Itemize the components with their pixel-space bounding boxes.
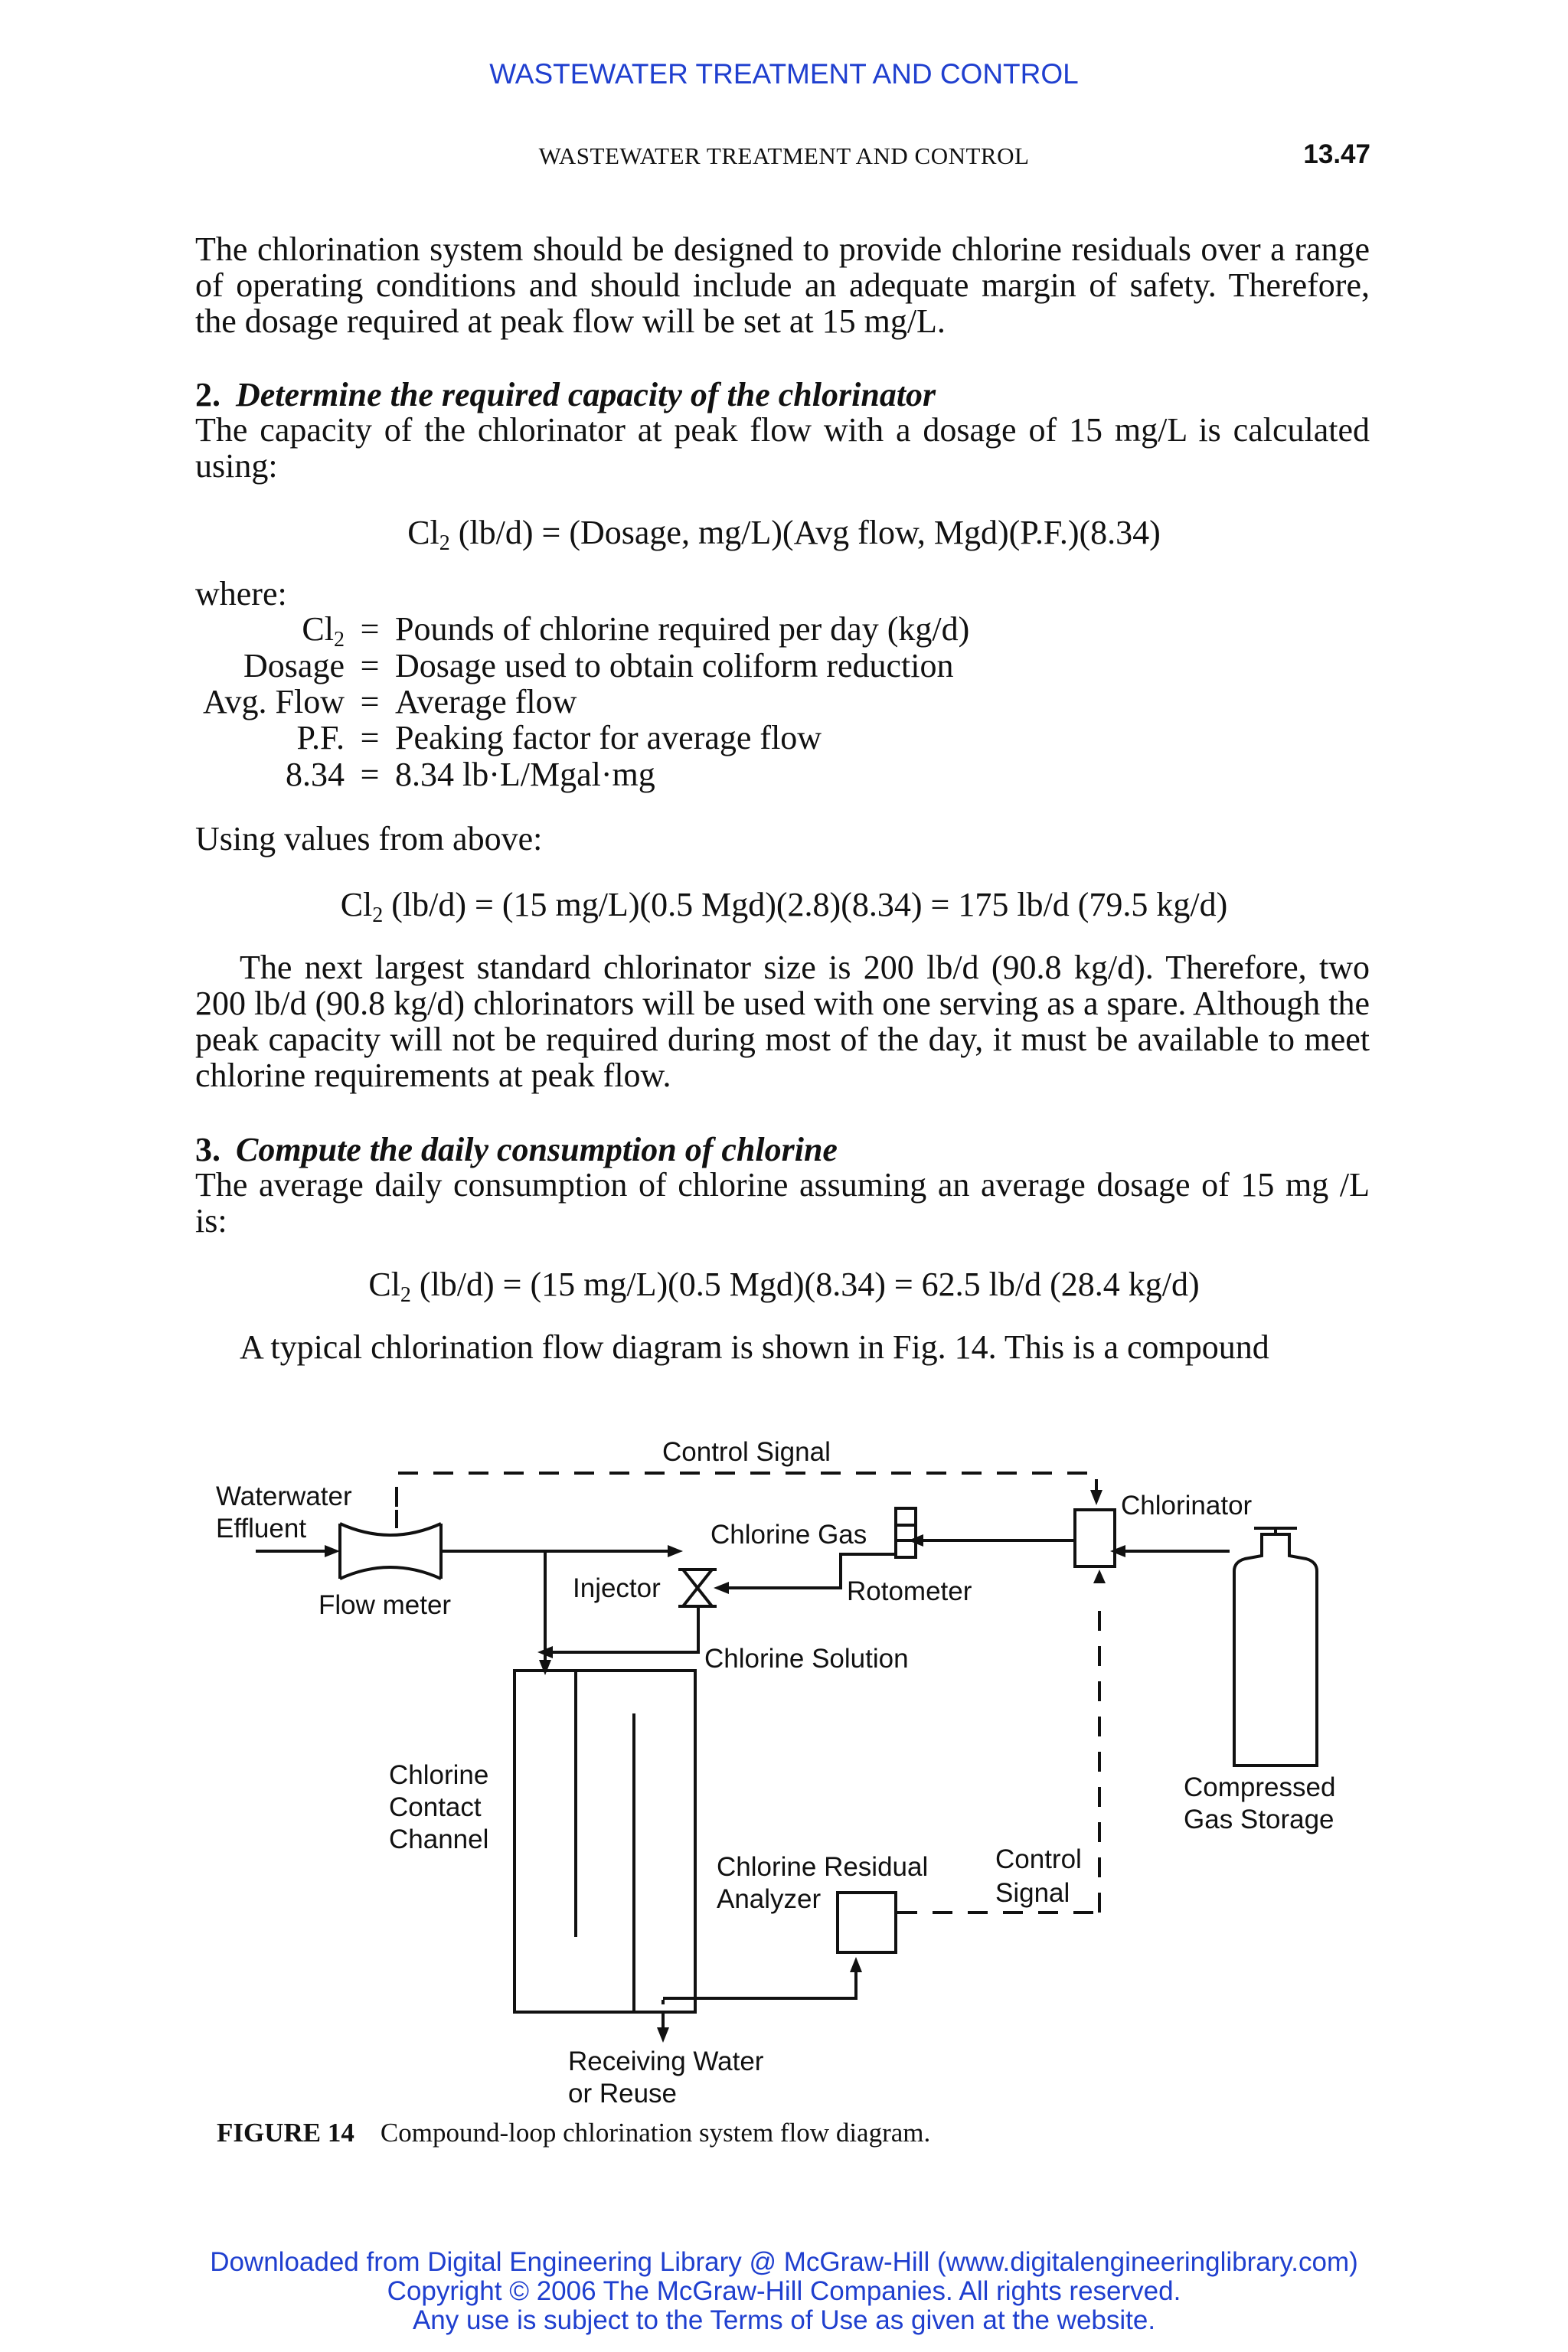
paragraph-chlorinator-size: The next largest standard chlorinator size is 200 lb/d (90.8 kg/d). Therefore, two 200 lb/d (90.8 kg/d) chlorinators will be used with one serving as a spare. Although the peak capacity will not be required during most of the day, it must be available to meet chlorine requirements at peak flow.: [195, 949, 1370, 1094]
label-chlorine-gas: Chlorine Gas: [710, 1520, 867, 1550]
label-effluent: Effluent: [216, 1514, 307, 1544]
label-chlorine-solution: Chlorine Solution: [704, 1644, 909, 1674]
arrow-to-chlorinator: [1090, 1490, 1102, 1505]
eq-lhs: Cl: [340, 886, 373, 923]
step-2-text: The capacity of the chlorinator at peak flow with a dosage of 15 mg/L is calculated using:: [195, 411, 1370, 485]
arrow-into-channel: [539, 1660, 551, 1675]
rotometer-symbol: [896, 1508, 916, 1557]
eq-lhs: Cl: [368, 1266, 400, 1303]
equals-sign: =: [360, 756, 380, 793]
sample-line: [663, 1968, 856, 1998]
figure-caption: [217, 2118, 930, 2148]
label-control-2: Control: [995, 1844, 1082, 1874]
label-contact-2: Contact: [389, 1792, 482, 1822]
label-contact-3: Channel: [389, 1824, 489, 1854]
footer-download-link[interactable]: Downloaded from Digital Engineering Library @ McGraw-Hill (www.digitalengineeringlibrary.com): [210, 2247, 1358, 2277]
step-number: 2.: [195, 376, 220, 413]
label-or-reuse: or Reuse: [568, 2079, 678, 2109]
step-number: 3.: [195, 1131, 220, 1168]
arrow-to-chlorinator-supply: [1110, 1545, 1125, 1557]
where-term: Avg. Flow: [203, 683, 345, 720]
arrow-up-chlorinator: [1093, 1570, 1106, 1583]
eq-lhs: Cl: [407, 514, 439, 551]
analyzer-box: [838, 1893, 896, 1952]
equals-sign: =: [360, 610, 380, 648]
step-title: Compute the daily consumption of chlorine: [236, 1131, 838, 1168]
footer-copyright: Copyright © 2006 The McGraw-Hill Companies. All rights reserved.: [387, 2276, 1181, 2306]
eq-rhs: (lb/d) = (Dosage, mg/L)(Avg flow, Mgd)(P.F.)(8.34): [449, 514, 1161, 551]
label-flow-meter: Flow meter: [318, 1590, 452, 1620]
eq-sub: 2: [400, 1283, 411, 1307]
eq-rhs: (lb/d) = (15 mg/L)(0.5 Mgd)(2.8)(8.34) = 175 lb/d (79.5 kg/d): [383, 886, 1228, 923]
equals-sign: =: [360, 719, 380, 756]
top-link-title[interactable]: WASTEWATER TREATMENT AND CONTROL: [489, 58, 1079, 90]
figure-number: FIGURE 14: [217, 2118, 354, 2148]
where-definition: 8.34 lb·L/Mgal·mg: [395, 756, 655, 793]
arrow-gas-to-injector: [714, 1582, 729, 1594]
where-definition: Peaking factor for average flow: [395, 719, 822, 756]
chlorinator-box: [1075, 1510, 1115, 1566]
where-definition: Pounds of chlorine required per day (kg/d): [395, 610, 970, 648]
flow-meter-symbol: [340, 1524, 441, 1579]
label-analyzer: Analyzer: [717, 1884, 822, 1914]
figure-caption-text: Compound-loop chlorination system flow diagram.: [380, 2118, 931, 2148]
label-receiving-water: Receiving Water: [568, 2047, 764, 2076]
where-term: 8.34: [286, 756, 345, 793]
where-definition: Average flow: [395, 683, 577, 720]
arrow-into-injector: [668, 1545, 683, 1557]
eq-sub: 2: [439, 531, 450, 555]
using-values-label: Using values from above:: [195, 820, 543, 858]
page-number: 13.47: [1303, 139, 1370, 169]
footer-terms: Any use is subject to the Terms of Use as given at the website.: [412, 2305, 1156, 2335]
equals-sign: =: [360, 683, 380, 720]
label-signal-2: Signal: [995, 1878, 1070, 1908]
label-contact-1: Chlorine: [389, 1760, 489, 1790]
label-rotometer: Rotometer: [847, 1576, 972, 1606]
arrow-to-analyzer: [850, 1957, 862, 1972]
paragraph-flow-diagram: A typical chlorination flow diagram is shown in Fig. 14. This is a compound: [240, 1328, 1269, 1366]
label-gas-storage: Gas Storage: [1184, 1805, 1334, 1834]
arrow-outlet: [657, 2027, 669, 2043]
label-chlorine-residual: Chlorine Residual: [717, 1852, 929, 1882]
label-injector: Injector: [573, 1573, 661, 1603]
gas-cylinder: [1234, 1534, 1317, 1766]
label-compressed: Compressed: [1184, 1772, 1336, 1802]
where-definition: Dosage used to obtain coliform reduction: [395, 647, 954, 684]
step-3-text: The average daily consumption of chlorine assuming an average dosage of 15 mg /L is:: [195, 1166, 1370, 1240]
where-term: P.F.: [296, 719, 345, 756]
paragraph-intro: The chlorination system should be designed to provide chlorine residuals over a range of operating conditions and should include an adequate margin of safety. Therefore, the dosage required at peak flow will be set at 15 mg/L.: [195, 230, 1370, 340]
eq-sub: 2: [372, 903, 384, 927]
contact-channel-box: [514, 1671, 695, 2012]
where-term: Dosage: [243, 647, 345, 684]
where-label: where:: [195, 575, 287, 612]
label-chlorinator: Chlorinator: [1121, 1491, 1253, 1521]
label-control-signal-top: Control Signal: [662, 1437, 831, 1467]
step-title: Determine the required capacity of the chlorinator: [236, 376, 936, 413]
injector-valve: [683, 1570, 712, 1606]
label-wastewater: Waterwater: [216, 1481, 352, 1511]
control-signal-top-line: [397, 1473, 1096, 1507]
eq-rhs: (lb/d) = (15 mg/L)(0.5 Mgd)(8.34) = 62.5 lb/d (28.4 kg/d): [410, 1266, 1200, 1303]
arrow-into-meter: [325, 1545, 340, 1557]
where-term: $Cl_2$: [302, 610, 345, 652]
running-head: WASTEWATER TREATMENT AND CONTROL: [538, 142, 1030, 169]
chlorine-solution-line: [548, 1606, 698, 1652]
equals-sign: =: [360, 647, 380, 684]
